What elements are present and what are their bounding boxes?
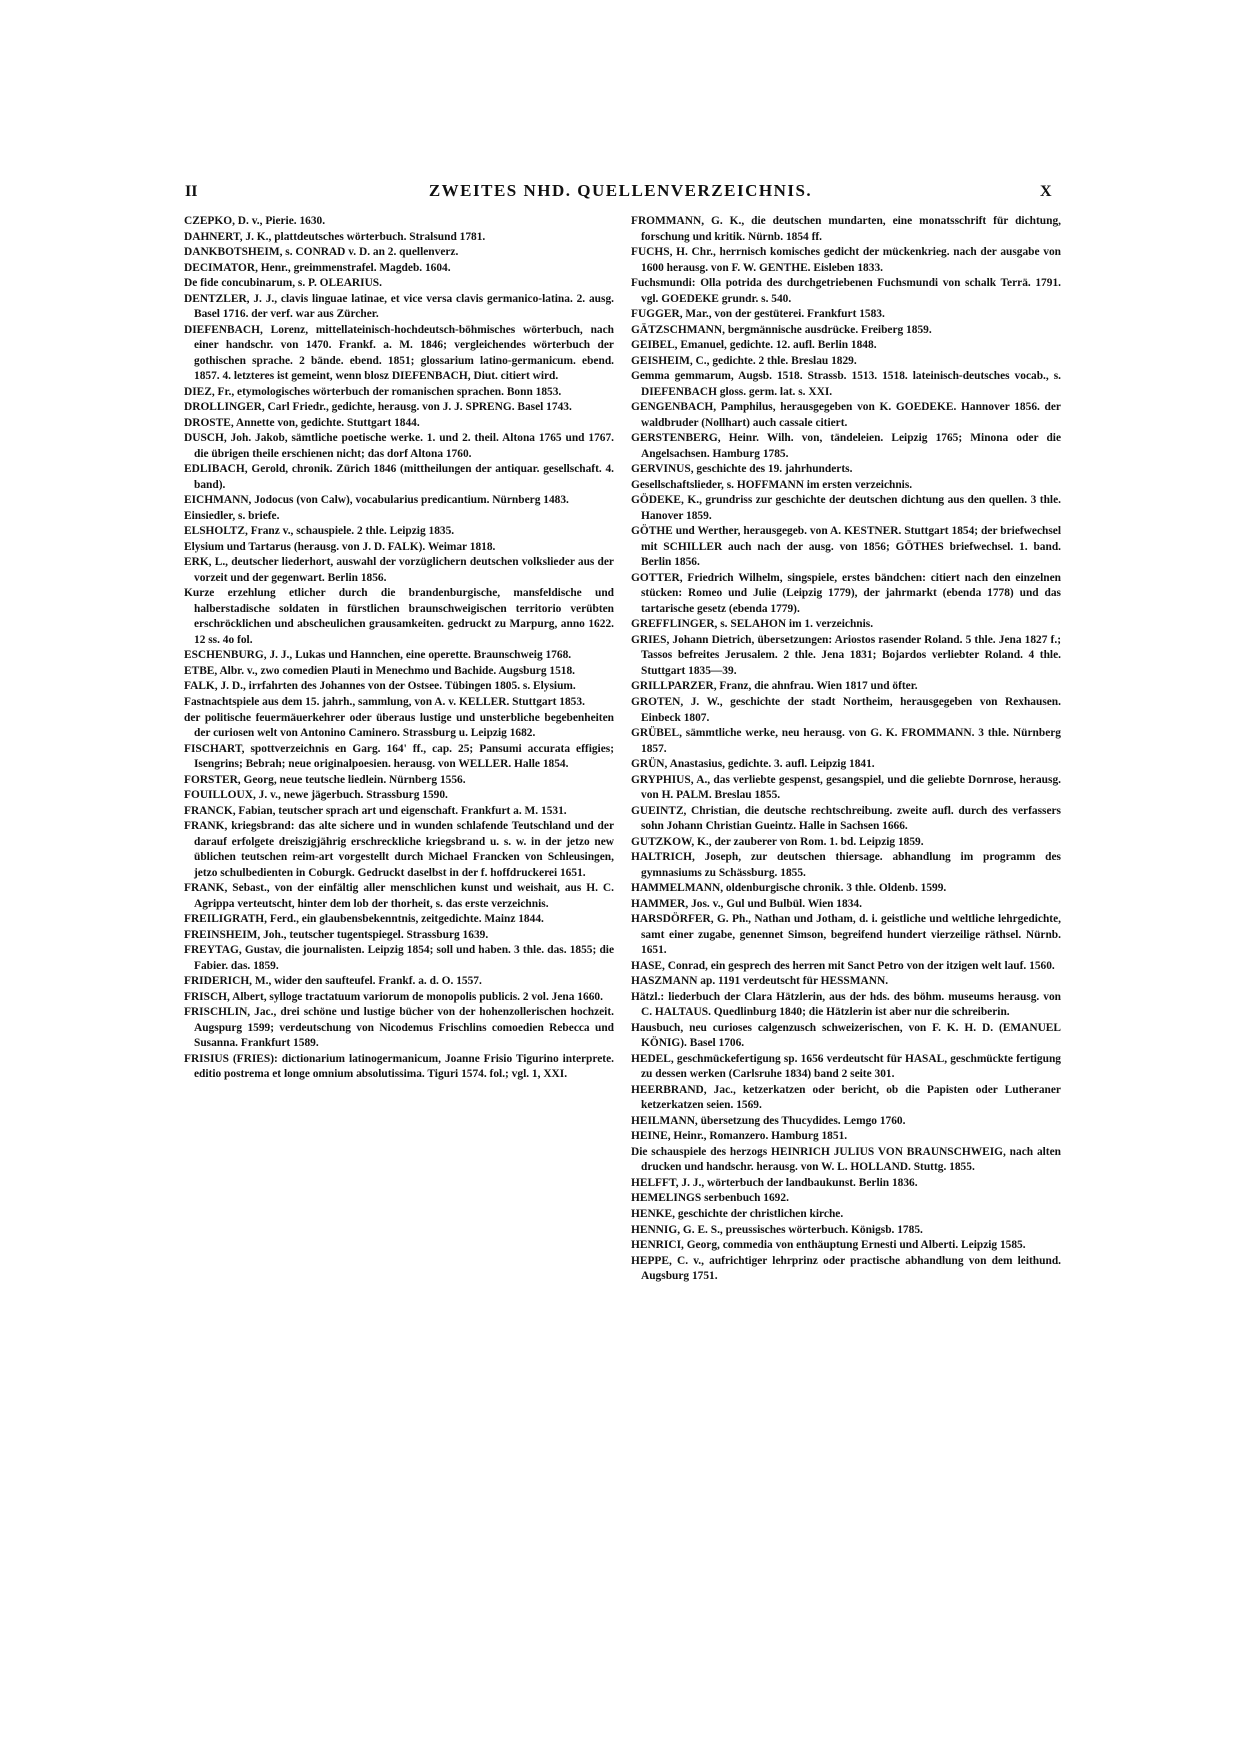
bibliography-entry: GRÜBEL, sämmtliche werke, neu herausg. von G. K. FROMMANN. 3 thle. Nürnberg 1857. xyxy=(631,727,1061,755)
bibliography-entry: HENKE, geschichte der christlichen kirche. xyxy=(631,1208,844,1220)
bibliography-entry: EICHMANN, Jodocus (von Calw), vocabularius predicantium. Nürnberg 1483. xyxy=(184,494,569,507)
bibliography-entry: GENGENBACH, Pamphilus, herausgegeben von K. GOEDEKE. Hannover 1856. der waldbruder (Nollhart) auch cassale citiert. xyxy=(631,401,1061,429)
bibliography-entry: DUSCH, Joh. Jakob, sämtliche poetische werke. 1. und 2. theil. Altona 1765 und 1767. die übrigen theile erschienen nicht; das dorf Altona 1760. xyxy=(184,432,614,460)
bibliography-entry: DAHNERT, J. K., plattdeutsches wörterbuch. Stralsund 1781. xyxy=(184,230,486,243)
bibliography-entry: HEINE, Heinr., Romanzero. Hamburg 1851. xyxy=(631,1130,848,1143)
bibliography-entry: DIEZ, Fr., etymologisches wörterbuch der romanischen sprachen. Bonn 1853. xyxy=(184,385,562,398)
bibliography-entry: Einsiedler, s. briefe. xyxy=(184,509,280,522)
bibliography-entry: HEDEL, geschmückefertigung sp. 1656 verdeutscht für HASAL, geschmückte fertigung zu dessen werken (Carlsruhe 1834) band 2 seite 301. xyxy=(631,1052,1061,1081)
bibliography-entry: FREILIGRATH, Ferd., ein glaubensbekenntnis, zeitgedichte. Mainz 1844. xyxy=(184,913,544,926)
bibliography-entry: HALTRICH, Joseph, zur deutschen thiersage. abhandlung im programm des gymnasiums zu Schässburg. 1855. xyxy=(631,851,1061,879)
bibliography-entry: GÄTZSCHMANN, bergmännische ausdrücke. Freiberg 1859. xyxy=(631,323,932,336)
bibliography-entry: HAMMELMANN, oldenburgische chronik. 3 thle. Oldenb. 1599. xyxy=(631,882,947,895)
bibliography-entry: GUEINTZ, Christian, die deutsche rechtschreibung. zweite aufl. durch des verfassers sohn Johann Christian Gueintz. Halle in Sachsen 1666. xyxy=(631,804,1061,833)
bibliography-entry: DANKBOTSHEIM, s. CONRAD v. D. an 2. quellenverz. xyxy=(184,246,459,259)
bibliography-entry: GUTZKOW, K., der zauberer von Rom. 1. bd. Leipzig 1859. xyxy=(631,835,924,848)
bibliography-entry: HENNIG, G. E. S., preussisches wörterbuch. Königsb. 1785. xyxy=(631,1223,923,1236)
bibliography-entry: FRANCK, Fabian, teutscher sprach art und eigenschaft. Frankfurt a. M. 1531. xyxy=(184,804,567,817)
bibliography-entry: ETBE, Albr. v., zwo comedien Plauti in Menechmo und Bachide. Augsburg 1518. xyxy=(184,664,576,677)
bibliography-entry: FRISIUS (FRIES): dictionarium latinogermanicum, Joanne Frisio Tigurino interprete. editio postrema et longe omnium absolutissima. Tiguri 1574. fol.; vgl. 1, XXI. xyxy=(184,1052,614,1081)
bibliography-entry: HARSDÖRFER, G. Ph., Nathan und Jotham, d. i. geistliche und weltliche lehrgedichte, samt einer zugabe, genennet Simson, begreifend hundert vierzeilige räthsel. Nürnb. 1651. xyxy=(631,913,1061,957)
bibliography-entry: FALK, J. D., irrfahrten des Johannes von der Ostsee. Tübingen 1805. s. Elysium. xyxy=(184,680,576,693)
bibliography-entry: ERK, L., deutscher liederhort, auswahl der vorzüglichern deutschen volkslieder aus der vorzeit und der gegenwart. Berlin 1856. xyxy=(184,556,614,584)
bibliography-entry: FRIDERICH, M., wider den saufteufel. Frankf. a. d. O. 1557. xyxy=(184,975,482,988)
bibliography-entry: GEISHEIM, C., gedichte. 2 thle. Breslau 1829. xyxy=(631,354,857,367)
bibliography-entry: HASZMANN ap. 1191 verdeutscht für HESSMANN. xyxy=(631,975,889,988)
bibliography-entry: GÖTHE und Werther, herausgegeb. von A. KESTNER. Stuttgart 1854; der briefwechsel mit SCHILLER auch nach der ausg. von 1856; GÖTHES briefwechsel. 1. band. Berlin 1856. xyxy=(631,525,1061,569)
bibliography-entry: GRILLPARZER, Franz, die ahnfrau. Wien 1817 und öfter. xyxy=(631,680,918,693)
right-column xyxy=(631,214,1061,1285)
bibliography-entry: HEPPE, C. v., aufrichtiger lehrprinz oder practische abhandlung von dem leithund. Augsburg 1751. xyxy=(631,1254,1061,1283)
bibliography-entry: FISCHART, spottverzeichnis en Garg. 164' ff., cap. 25; Pansumi accurata effigies; Isengrins; Bebrah; neue originalpoesien. herausg. von WELLER. Halle 1854. xyxy=(184,742,614,771)
bibliography-entry: GÖDEKE, K., grundriss zur geschichte der deutschen dichtung aus den quellen. 3 thle. Hanover 1859. xyxy=(631,494,1061,522)
bibliography-entry: HENRICI, Georg, commedia von enthäuptung Ernesti und Alberti. Leipzig 1585. xyxy=(631,1239,1026,1252)
bibliography-entry: GREFFLINGER, s. SELAHON im 1. verzeichnis. xyxy=(631,618,874,631)
bibliography-entry: Fastnachtspiele aus dem 15. jahrh., sammlung, von A. v. KELLER. Stuttgart 1853. xyxy=(184,695,585,708)
bibliography-entry: HAMMER, Jos. v., Gul und Bulbül. Wien 1834. xyxy=(631,897,862,910)
bibliography-entry: DECIMATOR, Henr., greimmenstrafel. Magdeb. 1604. xyxy=(184,261,451,274)
bibliography-entry: GOTTER, Friedrich Wilhelm, singspiele, erstes bändchen: citiert nach den einzelnen stücken: Romeo und Julie (Leipzig 1779), der jahrmarkt (ebenda 1778) und das tartarische gesetz (ebenda 1779). xyxy=(631,571,1061,615)
bibliography-entry: GRIES, Johann Dietrich, übersetzungen: Ariostos rasender Roland. 5 thle. Jena 1827 f.; Tassos befreites Jerusalem. 2 thle. Jena 1831; Bojardos verliebter Roland. 4 thle. Stuttgart 1835—39. xyxy=(631,633,1061,677)
bibliography-entry: De fide concubinarum, s. P. OLEARIUS. xyxy=(184,277,382,290)
bibliography-entry: GRÜN, Anastasius, gedichte. 3. aufl. Leipzig 1841. xyxy=(631,758,875,771)
left-column xyxy=(184,214,614,1083)
bibliography-entry: Die schauspiele des herzogs HEINRICH JULIUS VON BRAUNSCHWEIG, nach alten drucken und handschr. herausg. von W. L. HOLLAND. Stuttg. 1855. xyxy=(631,1145,1061,1174)
bibliography-entry: FORSTER, Georg, neue teutsche liedlein. Nürnberg 1556. xyxy=(184,773,466,786)
bibliography-entry: FUCHS, H. Chr., herrnisch komisches gedicht der mückenkrieg. nach der ausgabe von 1600 herausg. von F. W. GENTHE. Eisleben 1833. xyxy=(631,246,1061,274)
bibliography-entry: Elysium und Tartarus (herausg. von J. D. FALK). Weimar 1818. xyxy=(184,540,496,553)
bibliography-entry: FROMMANN, G. K., die deutschen mundarten, eine monatsschrift für dichtung, forschung und kritik. Nürnb. 1854 ff. xyxy=(631,215,1061,243)
bibliography-entry: FRANK, Sebast., von der einfältig aller menschlichen kunst und weishait, aus H. C. Agrippa verteutscht, hinter dem lob der thorheit, s. das erste verzeichnis. xyxy=(184,882,614,910)
bibliography-entry: Hätzl.: liederbuch der Clara Hätzlerin, aus der hds. des böhm. museums herausg. von C. HALTAUS. Quedlinburg 1840; die Hätzlerin ist aber nur die schreiberin. xyxy=(631,990,1061,1019)
bibliography-entry: ESCHENBURG, J. J., Lukas und Hannchen, eine operette. Braunschweig 1768. xyxy=(184,649,572,662)
bibliography-entry: HEMELINGS serbenbuch 1692. xyxy=(631,1192,789,1205)
bibliography-entry: Gemma gemmarum, Augsb. 1518. Strassb. 1513. 1518. lateinisch-deutsches vocab., s. DIEFENBACH gloss. germ. lat. s. XXI. xyxy=(631,370,1061,398)
running-title: ZWEITES NHD. QUELLENVERZEICHNIS. xyxy=(428,181,813,200)
bibliography-entry: GERVINUS, geschichte des 19. jahrhunderts. xyxy=(631,463,853,476)
bibliography-entry: FOUILLOUX, J. v., newe jägerbuch. Strassburg 1590. xyxy=(184,789,448,802)
bibliography-entry: HEERBRAND, Jac., ketzerkatzen oder bericht, ob die Papisten oder Lutheraner ketzerkatzen seien. 1569. xyxy=(631,1083,1061,1112)
bibliography-entry: GERSTENBERG, Heinr. Wilh. von, tändeleien. Leipzig 1765; Minona oder die Angelsachsen. Hamburg 1785. xyxy=(631,432,1061,460)
bibliography-entry: CZEPKO, D. v., Pierie. 1630. xyxy=(184,215,326,227)
bibliography-entry: HASE, Conrad, ein gesprech des herren mit Sanct Petro von der itzigen welt lauf. 1560. xyxy=(631,959,1055,972)
bibliography-entry: HELFFT, J. J., wörterbuch der landbaukunst. Berlin 1836. xyxy=(631,1176,918,1189)
bibliography-entry: FRISCH, Albert, sylloge tractatuum variorum de monopolis publicis. 2 vol. Jena 1660. xyxy=(184,990,603,1003)
bibliography-entry: GRYPHIUS, A., das verliebte gespenst, gesangspiel, und die geliebte Dornrose, herausg. von H. PALM. Breslau 1855. xyxy=(631,773,1061,802)
bibliography-entry: GROTEN, J. W., geschichte der stadt Northeim, herausgegeben von Rexhausen. Einbeck 1807. xyxy=(631,695,1061,724)
bibliography-entry: ELSHOLTZ, Franz v., schauspiele. 2 thle. Leipzig 1835. xyxy=(184,525,455,538)
bibliography-entry: DIEFENBACH, Lorenz, mittellateinisch-hochdeutsch-böhmisches wörterbuch, nach einer handschr. von 1470. Frankf. a. M. 1846; vergleichendes wörterbuch der gothischen sprache. 2 bände. ebend. 1851; glossarium latino-germanicum. ebend. 1857. 4. letzteres ist gemeint, wenn blosz DIEFENBACH, Diut. citiert wird. xyxy=(184,323,614,383)
column-number-left: II xyxy=(185,183,198,200)
bibliography-entry: Gesellschaftslieder, s. HOFFMANN im ersten verzeichnis. xyxy=(631,478,913,491)
bibliography-entry: FREINSHEIM, Joh., teutscher tugentspiegel. Strassburg 1639. xyxy=(184,928,489,941)
bibliography-entry: FRANK, kriegsbrand: das alte sichere und in wunden schlafende Teutschland und der darauf erfolgete dreiszigjährig erschreckliche kriegsbrand u. s. w. in der jetzo new üblichen teutschen reim-art vorgestellt durch Michael Francken von Schleusingen, jetzo schulbedienten in Coburgk. Gedruckt daselbst in der f. hoffdruckerei 1651. xyxy=(184,820,614,879)
bibliography-entry: Fuchsmundi: Olla potrida des durchgetriebenen Fuchsmundi von schalk Terrä. 1791. vgl. GOEDEKE grundr. s. 540. xyxy=(631,277,1061,305)
bibliography-entry: DROSTE, Annette von, gedichte. Stuttgart 1844. xyxy=(184,416,420,429)
bibliography-entry: FUGGER, Mar., von der gestüterei. Frankfurt 1583. xyxy=(631,308,885,321)
bibliography-entry: DENTZLER, J. J., clavis linguae latinae, et vice versa clavis germanico-latina. 2. ausg. Basel 1716. der verf. war aus Zürcher. xyxy=(184,292,614,321)
bibliography-entry: FREYTAG, Gustav, die journalisten. Leipzig 1854; soll und haben. 3 thle. das. 1855; die Fabier. das. 1859. xyxy=(184,944,614,972)
bibliography-entry: Kurze erzehlung etlicher durch die brandenburgische, mansfeldische und halberstadische soldaten in fürstlichen braunschweigischen territorio verübten erschröcklichen und abscheulichen grausamkeiten. gedruckt zu Marpurg, anno 1622. 12 ss. 4o fol. xyxy=(184,587,614,646)
bibliography-entry: DROLLINGER, Carl Friedr., gedichte, herausg. von J. J. SPRENG. Basel 1743. xyxy=(184,401,572,414)
bibliography-entry: GEIBEL, Emanuel, gedichte. 12. aufl. Berlin 1848. xyxy=(631,339,877,352)
column-number-right: X xyxy=(1040,183,1052,200)
bibliography-entry: EDLIBACH, Gerold, chronik. Zürich 1846 (mittheilungen der antiquar. gesellschaft. 4. band). xyxy=(184,463,614,491)
bibliography-entry: der politische feuermäuerkehrer oder überaus lustige und unsterbliche begebenheiten der curiosen welt von Antonino Caminero. Strassburg u. Leipzig 1682. xyxy=(184,711,614,740)
bibliography-entry: Hausbuch, neu curioses calgenzusch schweizerischen, von F. K. H. D. (EMANUEL KÖNIG). Basel 1706. xyxy=(631,1021,1061,1050)
bibliography-entry: FRISCHLIN, Jac., drei schöne und lustige bücher von der hohenzollerischen hochzeit. Augspurg 1599; verdeutschung von Nicodemus Frischlins comoedien Rebecca und Susanna. Frankfurt 1589. xyxy=(184,1006,614,1050)
bibliography-entry: HEILMANN, übersetzung des Thucydides. Lemgo 1760. xyxy=(631,1114,906,1127)
